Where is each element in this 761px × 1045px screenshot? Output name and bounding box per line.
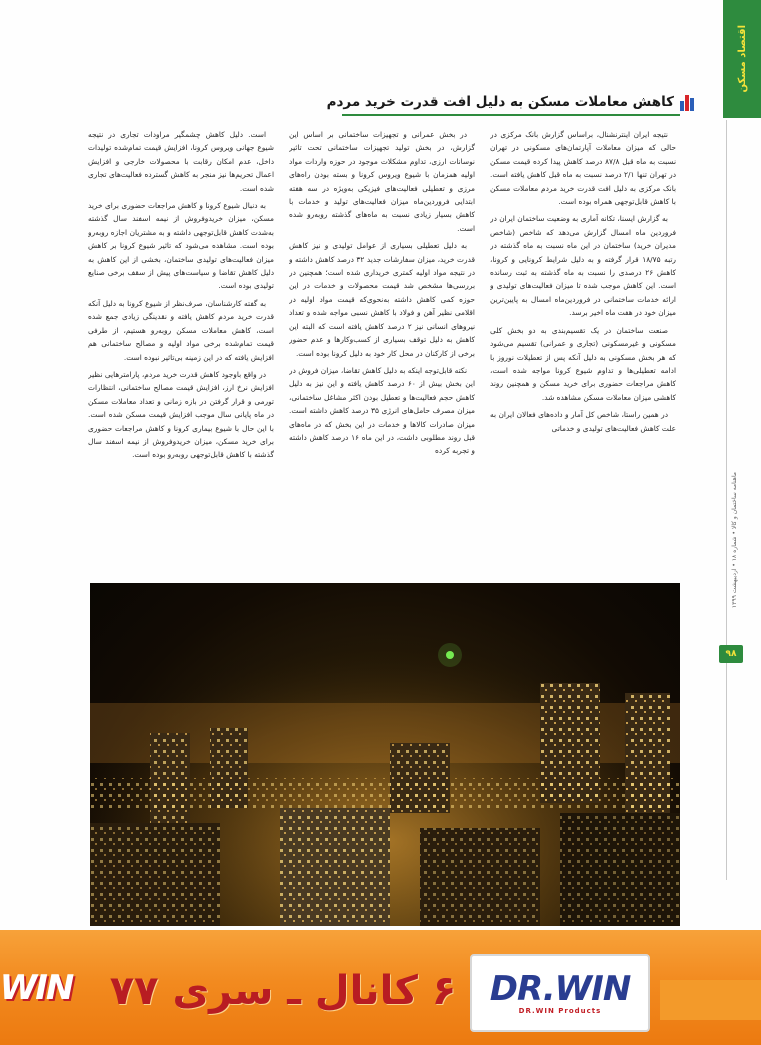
article-title: کاهش معاملات مسکن به دلیل افت قدرت خرید مردم (326, 94, 674, 110)
section-tab-label: اقتصاد مسکن (736, 25, 748, 93)
product-image (660, 980, 761, 1020)
paragraph: است. دلیل کاهش چشمگیر مراودات تجاری در نتیجه شیوع جهانی ویروس کرونا، افزایش قیمت تمام‌شده تولیدات داخل، عدم امکان رقابت با محصولات خارجی و افزایش اعمال تحریم‌ها نیز منجر به کاهش گسترده فعالیت‌های تجاری شده است. (88, 130, 274, 193)
page-number: ۹۸ (719, 645, 743, 663)
paragraph: به گزارش ایسنا، تکانه آماری به وضعیت ساختمان ایران در فروردین ماه امسال گزارش می‌دهد که شاخص (شاخص مدیران خرید) ساختمان در این ماه نسبت به ماه گذشته در رتبه ۱۸/۷۵ قرار گرفته و به دلیل شرایط کرونایی و کرونا، کاهش ۲۶ درصدی را نسبت به ماه گذشته به ثبت رسانده است. این کاهش موجب شده تا میزان فعالیت‌های تولیدی و ارائه خدمات ساختمانی در فروردین‌ماه امسال به پایین‌ترین میزان خود در هفت ماه اخیر برسد. (490, 214, 676, 318)
paragraph: در بخش عمرانی و تجهیزات ساختمانی بر اساس این گزارش، در بخش تولید تجهیزات ساختمانی تحت تاثیر نوسانات ارزی، تداوم مشکلات موجود در حوزه واردات مواد اولیه همزمان با شیوع ویروس کرونا و بسته بودن راه‌های مرزی و تعطیلی فعالیت‌های فیزیکی به‌ویژه در سه هفته ابتدایی فروردین‌ماه میزان فعالیت‌های تولید و خدمات با کاهش بسیار زیادی نسبت به ماه‌های گذشته روبه‌رو شده است. (289, 130, 475, 233)
article-title-bar (326, 90, 680, 116)
margin-caption-text: ماهنامه ساختمان و کالا • شماره ۱۸ • اردیبهشت ۱۳۹۹ (730, 471, 738, 609)
article-column-3 (88, 128, 274, 568)
article-column-1 (490, 128, 676, 568)
paragraph: نتیجه ایران اینترنشنال، براساس گزارش بانک مرکزی در حالی که میزان معاملات آپارتمان‌های مسکونی در تهران نسبت به ماه قبل ۸۷/۸ درصد کاهش پیدا کرده قیمت مسکن در تهران تنها ۲/۱ درصد نسبت به ماه قبل کاهش یافته است. بانک مرکزی به دلیل افت قدرت خرید مردم معاملات مسکن با کاهش قابل‌توجهی همراه بوده است. (490, 130, 676, 207)
brand-logo-partial (0, 958, 72, 1018)
brand-logo (470, 954, 650, 1032)
article-column-2 (289, 128, 475, 568)
city-night-photo (90, 583, 680, 926)
paragraph: در واقع باوجود کاهش قدرت خرید مردم، پارامترهایی نظیر افزایش نرخ ارز، افزایش قیمت مصالح ساختمانی، انتظارات تورمی و قرار گرفتن در بازه زمانی و تعداد معاملات مسکن در ماه پایانی سال موجب افزایش قیمت مسکن شده است. با این حال با شیوع بیماری کرونا و کاهش مراجعات حضوری برای خرید مسکن، میزان خرید‌وفروش از نیمه اسفند سال گذشته با کاهش قابل‌توجهی روبه‌رو بوده است. (88, 369, 274, 460)
brand-logo-tagline: DR.WIN Products (518, 1007, 602, 1015)
advertisement-banner[interactable] (0, 930, 761, 1045)
paragraph: صنعت ساختمان در یک تقسیم‌بندی به دو بخش کلی مسکونی و غیرمسکونی (تجاری و عمرانی) تقسیم می‌شود که هر بخش مسکونی به دلیل آنکه پس از تعطیلات نوروز با ادامه تعطیلی‌ها و تداوم شیوع کرونا مواجه شده است، کاهش مراجعات حضوری برای خرید مسکن و همچنین روند کاهشی میزان معاملات مسکن مشاهده شد. (490, 325, 676, 402)
paragraph: در همین راستا، شاخص کل آمار و داده‌های فعالان ایران به علت کاهش فعالیت‌های تولیدی و خدماتی (490, 410, 676, 433)
section-tab (723, 0, 761, 118)
brand-left-text: WIN (0, 968, 73, 1008)
ad-slogan: ۶ کانال ـ سری ۷۷ (109, 968, 457, 1014)
margin-caption (727, 420, 741, 660)
paragraph: نکته قابل‌توجه اینکه به دلیل کاهش تقاضا، میزان فروش در این بخش بیش از ۶۰ درصد کاهش یافته و این نیز به دلیل کاهش حجم فعالیت‌ها و تعطیل بودن اکثر مشاغل ساختمانی، میزان مصرف حامل‌های انرژی ۳۵ درصد کاهش داشته است. میزان صادرات کالاها و خدمات در این بخش که در ماه‌های قبل روند مطلوبی داشت، در این ماه ۱۶ درصد کاهش داشته و تجربه کرده (289, 365, 475, 456)
paragraph: به دنبال شیوع کرونا و کاهش مراجعات حضوری برای خرید مسکن، میزان خرید‌وفروش از نیمه اسفند سال گذشته به‌شدت کاهش قابل‌توجهی داشته و به مشتریان اجازه روبه‌رو بوده است. مشاهده می‌شود که تاثیر شیوع کرونا بر کاهش میزان فعالیت‌های تولیدی ساختمان، بخشی از این کاهش به دلیل کاهش تقاضا و سیاست‌های پیش از سقف برخی صنایع تولیدی بوده است. (88, 201, 274, 291)
city-night-illustration (90, 583, 680, 926)
paragraph: به گفته کارشناسان، صرف‌نظر از شیوع کرونا به دلیل آنکه قدرت خرید مردم کاهش یافته و نقدینگی زیادی جمع شده است، کاهش معاملات مسکن روبه‌رو هستیم، از طرفی قیمت تمام‌شده برخی مواد اولیه و مصالح ساختمانی هم افزایش یافته که در این زمینه بی‌تاثیر نبوده است. (88, 298, 274, 362)
brand-logo-text: DR.WIN (489, 969, 631, 1009)
paragraph: به دلیل تعطیلی بسیاری از عوامل تولیدی و نیز کاهش قدرت خرید، میزان سفارشات جدید ۳۲ درصد کاهش داشته و در نتیجه مواد اولیه کمتری خریداری شده است؛ همچنین در بررسی‌ها مشخص شد قیمت محصولات و خدمات در این حوزه کمی کاهش داشته به‌نحوی‌که قیمت مواد اولیه در اقلامی نظیر آهن و فولاد با کاهش نسبی مواجه شده و تعداد نیروهای انسانی نیز ۲ درصد کاهش یافته است که البته این کاهش به دلیل توقف بسیاری از کسب‌وکارها و عدم حضور برخی از کارکنان در محل کار خود به دلیل کرونا بوده است. (289, 241, 475, 358)
